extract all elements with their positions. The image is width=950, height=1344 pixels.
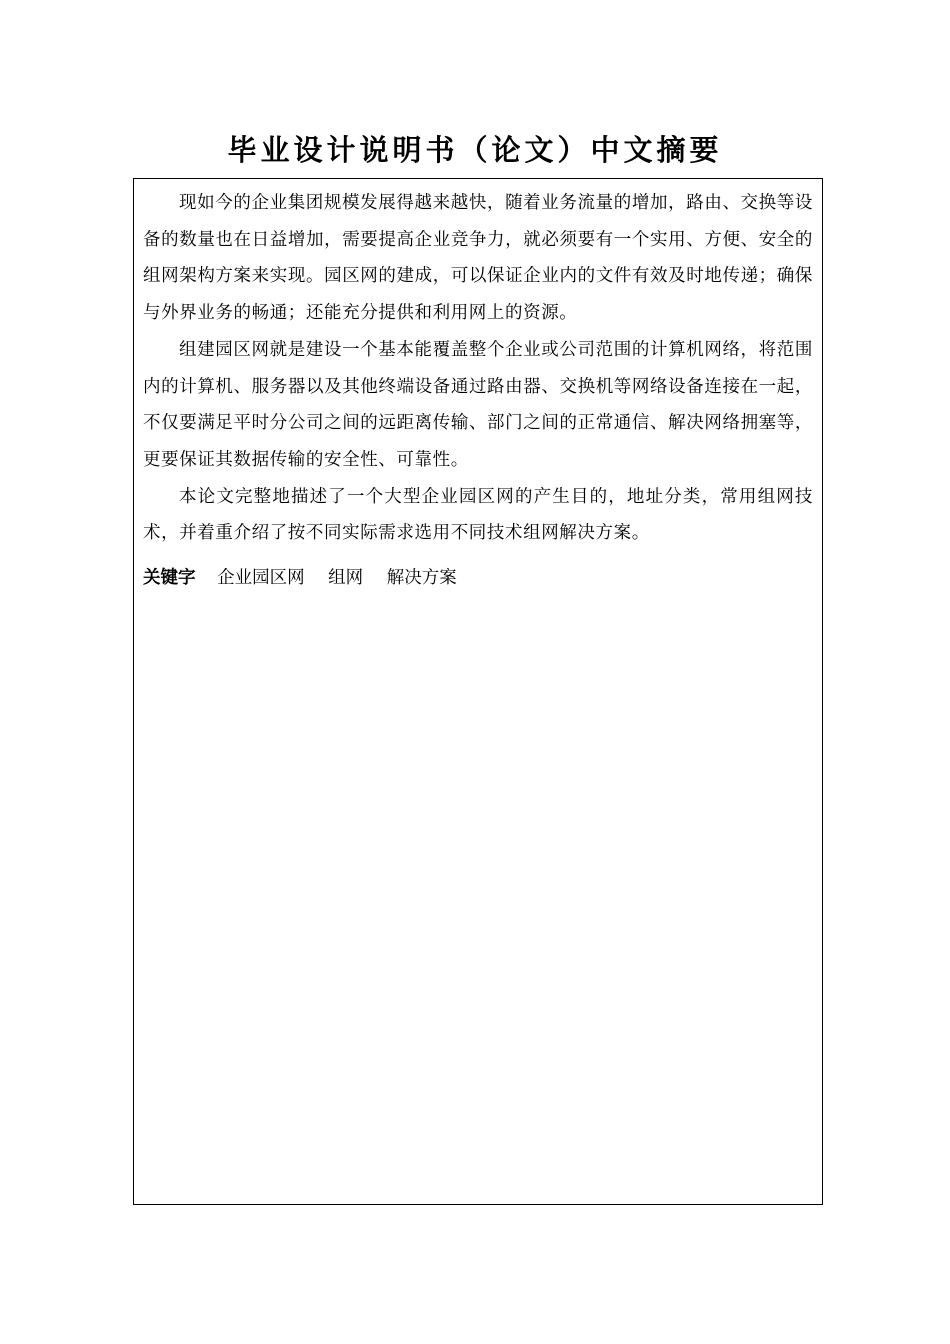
keyword-item: 组网 <box>328 568 364 588</box>
abstract-paragraph-2: 组建园区网就是建设一个基本能覆盖整个企业或公司范围的计算机网络，将范围内的计算机、服务器以及其他终端设备通过路由器、交换机等网络设备连接在一起，不仅要满足平时分公司之间的远距离传输、部门之间的正常通信、解决网络拥塞等，更要保证其数据传输的安全性、可靠性。 <box>143 339 813 470</box>
page-title: 毕业设计说明书（论文）中文摘要 <box>227 133 723 167</box>
abstract-paragraph-1: 现如今的企业集团规模发展得越来越快，随着业务流量的增加，路由、交换等设备的数量也在日益增加，需要提高企业竞争力，就必须要有一个实用、方便、安全的组网架构方案来实现。园区网的建成，可以保证企业内的文件有效及时地传递；确保与外界业务的畅通；还能充分提供和利用网上的资源。 <box>143 193 813 324</box>
abstract-box <box>133 178 823 1205</box>
keyword-item: 企业园区网 <box>217 568 305 588</box>
keywords-label: 关键字 <box>143 568 196 588</box>
keyword-item: 解决方案 <box>386 568 457 588</box>
keywords-line <box>143 560 475 596</box>
abstract-body <box>143 185 813 552</box>
abstract-paragraph-3: 本论文完整地描述了一个大型企业园区网的产生目的，地址分类，常用组网技术，并着重介绍了按不同实际需求选用不同技术组网解决方案。 <box>143 486 813 544</box>
